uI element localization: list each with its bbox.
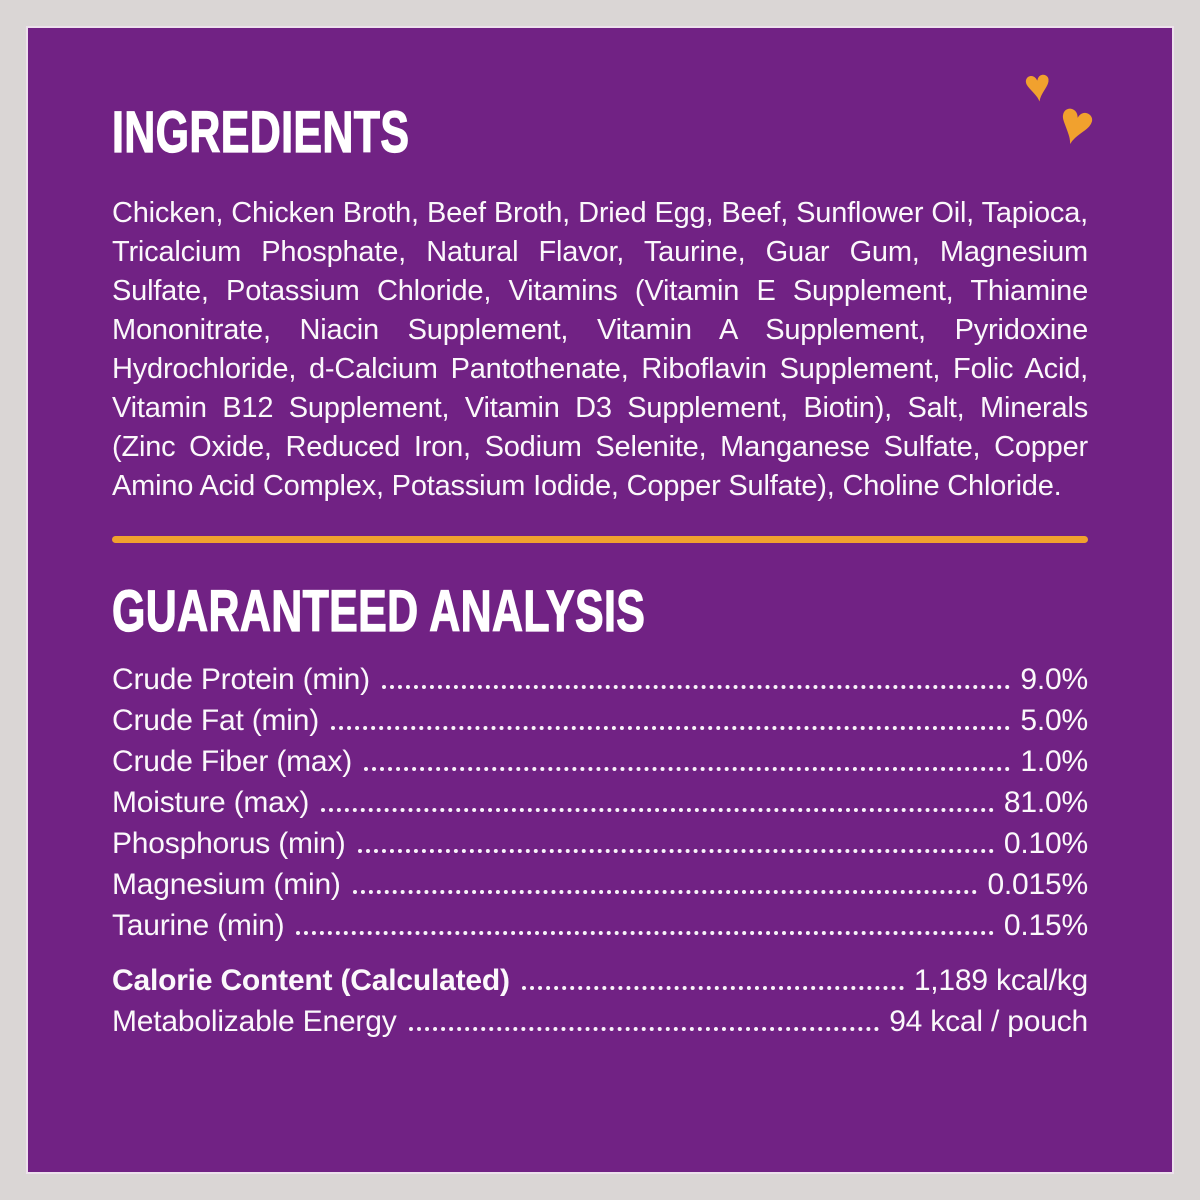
analysis-value: 0.015% bbox=[987, 868, 1088, 901]
analysis-row bbox=[112, 905, 1088, 946]
analysis-row bbox=[112, 782, 1088, 823]
analysis-value: 0.15% bbox=[1003, 909, 1088, 942]
analysis-value: 1,189 kcal/kg bbox=[913, 964, 1088, 997]
ingredients-heading: INGREDIENTS bbox=[112, 100, 410, 165]
heart-icon: ♥ bbox=[1021, 57, 1054, 113]
analysis-row bbox=[112, 864, 1088, 905]
section-divider bbox=[112, 536, 1088, 543]
dot-leader bbox=[331, 726, 1010, 730]
dot-leader bbox=[353, 890, 978, 894]
analysis-value: 5.0% bbox=[1020, 704, 1088, 737]
analysis-value: 94 kcal / pouch bbox=[889, 1005, 1088, 1038]
label-panel bbox=[26, 26, 1174, 1174]
analysis-value: 0.10% bbox=[1003, 827, 1088, 860]
guaranteed-analysis-heading: GUARANTEED ANALYSIS bbox=[112, 579, 646, 644]
analysis-label: Metabolizable Energy bbox=[112, 1005, 397, 1038]
dot-leader bbox=[522, 986, 904, 990]
analysis-row bbox=[112, 659, 1088, 700]
dot-leader bbox=[321, 808, 994, 812]
dot-leader bbox=[358, 849, 994, 853]
analysis-label: Crude Protein (min) bbox=[112, 663, 370, 696]
calorie-content-row bbox=[112, 960, 1088, 1001]
dot-leader bbox=[296, 931, 993, 935]
analysis-label: Magnesium (min) bbox=[112, 868, 341, 901]
analysis-label: Crude Fat (min) bbox=[112, 704, 320, 737]
dot-leader bbox=[409, 1027, 880, 1031]
heart-icon: ♥ bbox=[1049, 86, 1103, 161]
analysis-label: Calorie Content (Calculated) bbox=[112, 964, 510, 997]
analysis-row bbox=[112, 700, 1088, 741]
metabolizable-energy-row bbox=[112, 1001, 1088, 1042]
ingredients-text: Chicken, Chicken Broth, Beef Broth, Dried Egg, Beef, Sunflower Oil, Tapioca, Tricalcium Phosphate, Natural Flavor, Taurine, Guar Gum, Magnesium Sulfate, Potassium Chloride, Vitamins (Vitamin E Supplement, Thiamine Mononitrate, Niacin Supplement, Vitamin A Supplement, Pyridoxine Hydrochloride, d-Calcium Pantothenate, Riboflavin Supplement, Folic Acid, Vitamin B12 Supplement, Vitamin D3 Supplement, Biotin), Salt, Minerals (Zinc Oxide, Reduced Iron, Sodium Selenite, Manganese Sulfate, Copper Amino Acid Complex, Potassium Iodide, Copper Sulfate), Choline Chloride. bbox=[112, 197, 1088, 502]
guaranteed-analysis-table bbox=[112, 659, 1088, 1042]
dot-leader bbox=[364, 767, 1010, 771]
guaranteed-analysis-section bbox=[112, 579, 1088, 644]
analysis-label: Taurine (min) bbox=[112, 909, 285, 942]
analysis-value: 9.0% bbox=[1020, 663, 1088, 696]
analysis-row bbox=[112, 741, 1088, 782]
analysis-label: Phosphorus (min) bbox=[112, 827, 346, 860]
analysis-row bbox=[112, 823, 1088, 864]
dot-leader bbox=[382, 685, 1010, 689]
calorie-content-block bbox=[112, 960, 1088, 1042]
analysis-value: 1.0% bbox=[1020, 745, 1088, 778]
hearts-decoration bbox=[1021, 57, 1120, 172]
analysis-value: 81.0% bbox=[1003, 786, 1088, 819]
analysis-label: Moisture (max) bbox=[112, 786, 310, 819]
analysis-label: Crude Fiber (max) bbox=[112, 745, 352, 778]
